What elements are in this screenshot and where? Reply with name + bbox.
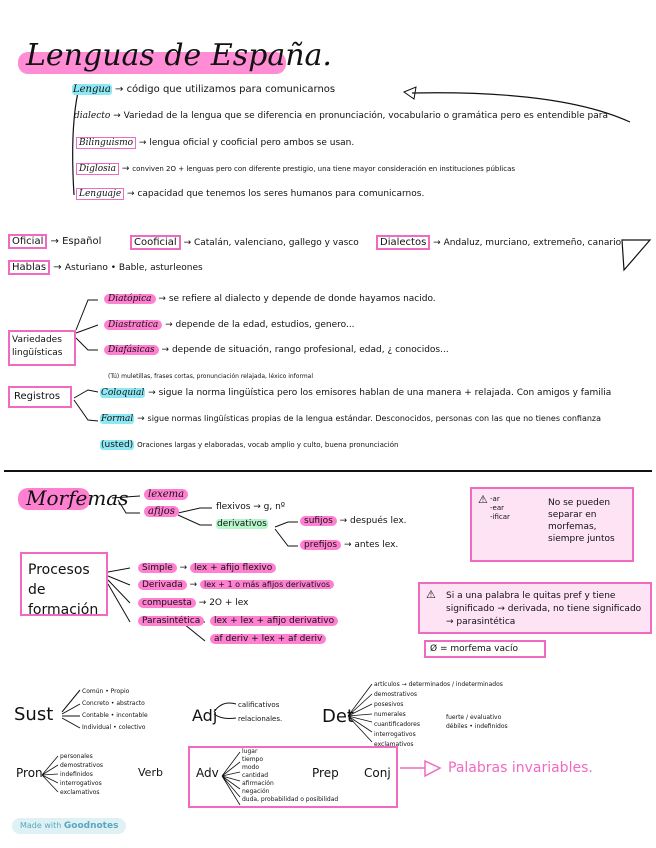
warning-icon: ⚠ — [478, 493, 488, 506]
def-dialecto: dialecto → Variedad de la lengua que se diferencia en pronunciación, vocabulario o gramática pero es entendible para — [74, 111, 608, 121]
prefijos-label: prefijos — [300, 540, 341, 550]
det-item-4: cuantificadores — [374, 721, 420, 728]
derivativos — [216, 519, 268, 529]
term-lengua: Lengua — [73, 84, 111, 95]
det-sub-1: débiles • indefinidos — [446, 723, 508, 730]
pron-items — [60, 752, 103, 797]
suffix-ear: -ear — [490, 504, 504, 512]
value-cooficial: Catalán, valenciano, gallego y vasco — [193, 238, 359, 248]
compuesta-label: compuesta — [138, 598, 196, 608]
sust-item-0: Común • Propio — [82, 688, 130, 695]
label-dialectos: Dialectos — [376, 235, 430, 250]
sust-item-3: Individual • colectivo — [82, 724, 146, 731]
row-oficial: Oficial → Español — [8, 236, 101, 247]
value-hablas: Asturiano • Bable, asturleones — [64, 263, 203, 273]
registros-box — [8, 386, 72, 408]
afijos — [144, 506, 179, 517]
term-diastratica: Diastratica — [104, 320, 162, 330]
pron-item-1: demostrativos — [60, 762, 104, 769]
palabras-invariables: Palabras invariables. — [448, 760, 593, 776]
parasintetica-label: Parasintética — [138, 616, 204, 626]
prep-label: Prep — [312, 766, 339, 780]
term-usted: (usted) — [101, 440, 134, 450]
sufijos-value: después lex. — [350, 516, 407, 526]
vacio-box — [424, 640, 546, 658]
term-lenguaje: Lenguaje — [76, 188, 124, 200]
term-diglosia: Diglosia — [76, 163, 119, 175]
def-lengua-text: código que utilizamos para comunicarnos — [126, 84, 336, 95]
value-dialectos: Andaluz, murciano, extremeño, canario — [443, 238, 622, 248]
verb-label: Verb — [138, 766, 163, 779]
term-bilinguismo: Bilinguismo — [76, 137, 136, 149]
term-diatopica: Diatópica — [104, 294, 156, 304]
adj-label: Adj — [192, 706, 218, 725]
adv-item-2: modo — [242, 764, 259, 771]
warning-text: No se pueden separar en morfemas, siempre juntos — [548, 498, 615, 544]
adj-item-0: calificativos — [238, 701, 280, 709]
det-label: Det — [322, 706, 354, 727]
text-diastratica: depende de la edad, estudios, genero... — [175, 320, 355, 330]
term-diafasicas: Diafásicas — [104, 345, 159, 355]
det-item-0: artículos → determinados / indeterminados — [374, 681, 503, 688]
adj-item-1: relacionales. — [238, 715, 283, 723]
adv-label: Adv — [196, 766, 219, 780]
text-diatopica: se refiere al dialecto y depende de donde hayamos nacido. — [168, 294, 436, 304]
text-diafasicas: depende de situación, rango profesional, edad, ¿ conocidos... — [171, 345, 449, 355]
warning-box-verbs — [470, 487, 634, 562]
def-dialecto-text: Variedad de la lengua que se diferencia en pronunciación, vocabulario o gramática pero es entendible para — [123, 111, 608, 121]
det-item-1: demostrativos — [374, 691, 418, 698]
proceso-derivada: Derivada → lex + 1 o más afijos derivativos — [138, 580, 334, 590]
def-lenguaje-text: capacidad que tenemos los seres humanos para comunicarnos. — [137, 189, 425, 199]
term-coloquial: Coloquial — [101, 388, 145, 398]
sust-item-1: Concreto • abstracto — [82, 700, 145, 707]
adv-item-5: negación — [242, 788, 270, 795]
def-bilinguismo: Bilinguismo → lengua oficial y cooficial pero ambos se usan. — [76, 138, 354, 148]
variedades-label: Variedades lingüísticas — [12, 335, 63, 358]
suffix-ificar: -ificar — [490, 513, 510, 521]
registro-usted — [100, 440, 398, 450]
prefijos-value: antes lex. — [354, 540, 399, 550]
def-lengua: Lengua → código que utilizamos para comunicarnos — [73, 84, 336, 95]
compuesta-value: 2O + lex — [209, 598, 249, 608]
adv-item-4: afirmación — [242, 780, 274, 787]
text-formal: sigue normas lingüísticas propias de la lengua estándar. Desconocidos, personas con las que no tienes confianza — [147, 414, 602, 423]
row-dialectos: Dialectos → Andaluz, murciano, extremeño, canario — [376, 237, 621, 248]
procesos-label: Procesos de formación — [28, 562, 99, 618]
row-hablas: Hablas → Asturiano • Bable, asturleones — [8, 262, 203, 273]
row-cooficial: Cooficial → Catalán, valenciano, gallego y vasco — [130, 237, 359, 248]
page-title: Lenguas de España. — [26, 38, 332, 73]
text-coloquial: sigue la norma lingüística pero los emisores hablan de una manera + relajada. Con amigos y familia — [158, 388, 612, 398]
flexivos-label: flexivos — [216, 502, 251, 512]
def-diglosia: Diglosia → conviven 2O + lenguas pero con diferente prestigio, una tiene mayor consideración en instituciones públicas — [76, 164, 515, 174]
pron-item-3: interrogativos — [60, 780, 102, 787]
adv-item-3: cantidad — [242, 772, 269, 779]
adv-item-1: tiempo — [242, 756, 264, 763]
parasintetica-val1 — [210, 616, 338, 626]
simple-label: Simple — [138, 563, 177, 573]
det-item-5: interrogativos — [374, 731, 416, 738]
label-cooficial: Cooficial — [130, 235, 181, 250]
warning-icon-2: ⚠ — [426, 588, 436, 601]
sufijos: sufijos → después lex. — [300, 516, 407, 526]
afijos-label: afijos — [144, 506, 179, 517]
procesos-box — [20, 552, 108, 616]
derivada-value: lex + 1 o más afijos derivativos — [200, 580, 334, 589]
proceso-simple: Simple → lex + afijo flexivo — [138, 563, 276, 573]
registro-tu-note: (Tú) muletillas, frases cortas, pronunciación relajada, léxico informal — [108, 373, 314, 380]
derivada-label: Derivada — [138, 580, 187, 590]
term-dialecto: dialecto — [74, 111, 111, 121]
flexivos-value: g, nº — [263, 502, 286, 512]
parasintetica-val2 — [210, 634, 326, 644]
registro-coloquial: Coloquial → sigue la norma lingüística pero los emisores hablan de una manera + relajada. Con amigos y familia — [101, 388, 612, 398]
conj-label: Conj — [364, 766, 391, 780]
value-oficial: Español — [62, 236, 102, 247]
registro-formal: Formal → sigue normas lingüísticas propias de la lengua estándar. Desconocidos, personas con las que no tienes confianza — [101, 414, 602, 424]
sust-label: Sust — [14, 704, 54, 725]
def-bilinguismo-text: lengua oficial y cooficial pero ambos se usan. — [149, 138, 355, 148]
det-sub-0: fuerte / evaluativo — [446, 714, 502, 721]
suffix-ar: -ar — [490, 495, 500, 503]
pron-item-0: personales — [60, 753, 93, 760]
sufijos-label: sufijos — [300, 516, 337, 526]
lexema-label: lexema — [144, 489, 188, 500]
label-oficial: Oficial — [8, 234, 47, 249]
warning-prefix-text: Si a una palabra le quitas pref y tiene significado → derivada, no tiene significado → parasintética — [446, 591, 642, 627]
det-sub-items — [446, 713, 508, 731]
det-item-6: exclamativos — [374, 741, 414, 748]
def-diglosia-text: conviven 2O + lenguas pero con diferente prestigio, una tiene mayor consideración en instituciones públicas — [132, 165, 516, 173]
pron-label: Pron — [16, 766, 43, 780]
morfemas-label: Morfemas — [26, 486, 129, 510]
warning-box-prefix — [418, 582, 652, 634]
prefijos: prefijos → antes lex. — [300, 540, 398, 550]
paras-value-1: lex + lex + afijo derivativo — [210, 616, 338, 626]
label-hablas: Hablas — [8, 260, 50, 275]
adv-item-0: lugar — [242, 748, 258, 755]
lexema — [144, 489, 188, 500]
variedad-diatopica: Diatópica → se refiere al dialecto y depende de donde hayamos nacido. — [104, 294, 436, 304]
term-formal: Formal — [101, 414, 134, 424]
morfema-vacio: Ø = morfema vacío — [430, 644, 518, 654]
variedad-diafasicas: Diafásicas → depende de situación, rango profesional, edad, ¿ conocidos... — [104, 345, 449, 355]
adj-items — [238, 698, 282, 726]
simple-value: lex + afijo flexivo — [190, 563, 276, 573]
pron-item-4: exclamativos — [60, 789, 100, 796]
variedad-diastratica: Diastratica → depende de la edad, estudios, genero... — [104, 320, 355, 330]
adv-item-6: duda, probabilidad o posibilidad — [242, 796, 339, 803]
variedades-box — [8, 330, 76, 366]
paras-value-2: af deriv + lex + af deriv — [210, 634, 326, 644]
sust-item-2: Contable • incontable — [82, 712, 148, 719]
made-with-label: Made with — [20, 821, 62, 830]
proceso-parasintetica — [138, 616, 204, 626]
registros-label: Registros — [14, 391, 61, 402]
derivativos-label: derivativos — [217, 519, 267, 529]
det-item-3: numerales — [374, 711, 406, 718]
pron-item-2: indefinidos — [60, 771, 93, 778]
flexivos: flexivos → g, nº — [216, 502, 286, 512]
det-item-2: posesivos — [374, 701, 404, 708]
made-with-badge — [12, 818, 126, 834]
verb-suffix-list — [490, 495, 510, 522]
brand-label: Goodnotes — [63, 821, 119, 831]
sust-items — [82, 686, 148, 734]
def-lenguaje: Lenguaje → capacidad que tenemos los seres humanos para comunicarnos. — [76, 189, 424, 199]
proceso-compuesta: compuesta → 2O + lex — [138, 598, 248, 608]
text-usted: Oraciones largas y elaboradas, vocab amplio y culto, buena pronunciación — [137, 441, 399, 449]
